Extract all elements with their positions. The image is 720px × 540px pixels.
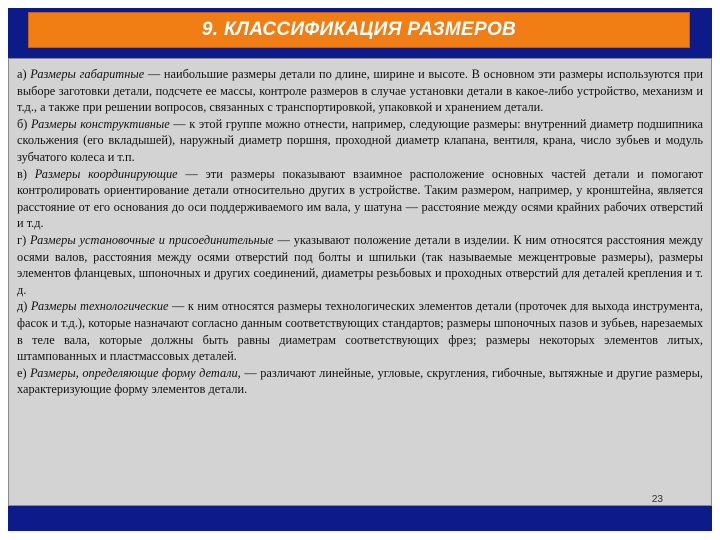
page-number: 23 [651,494,663,505]
paragraph-term: Размеры координирующие [34,166,178,181]
footer-band [8,506,712,531]
paragraph-prefix: г) [17,232,31,247]
paragraph-e [17,365,703,398]
paragraph-body: — различают линейные, угловые, скругления, гибочные, вытяжные и другие размеры, характеризующие форму элементов детали. [17,365,703,397]
paragraph-b [17,116,703,166]
paragraph-g [17,232,703,298]
page-title: 9. КЛАССИФИКАЦИЯ РАЗМЕРОВ [201,19,517,40]
title-banner [28,12,690,48]
paragraph-term: Размеры установочные и присоединительные [30,232,274,247]
paragraph-term: Размеры технологические [30,299,169,314]
paragraph-prefix: в) [17,166,35,181]
paragraph-v [17,166,703,232]
paragraph-prefix: д) [17,299,31,314]
paragraph-body: — указывают положение детали в изделии. К ним относятся расстояния между осями валов, расстояния между осями отверстий под болты и шпильки (так называемые межцентровые размеры), размеры элементов фланцевых, шпоночных и других соединений, диаметры резьбовых и проходных отверстий для деталей крепления и т. д. [17,232,704,297]
paragraph-body: — наибольшие размеры детали по длине, ширине и высоте. В основном эти размеры используются при выборе заготовки детали, подсчете ее массы, контроле размеров в случае установки детали в какое-либо устройство, механизм и т.д., а также при решении вопросов, связанных с транспортировкой, упаковкой и хранением детали. [17,67,703,115]
paragraph-term: Размеры конструктивные [31,116,170,131]
paragraph-prefix: б) [17,116,31,131]
paragraph-term: Размеры, определяющие форму детали, [30,365,241,380]
paragraph-a [17,66,703,116]
content-panel [8,58,712,506]
paragraph-body: — к этой группе можно отнести, например, следующие размеры: внутренний диаметр подшипника скольжения (его вкладышей), наружный диаметр поршня, проходной диаметр клапана, вентиля, крана, число зубьев и модуль зубчатого колеса и т.п. [17,116,703,164]
paragraph-prefix: а) [17,67,31,81]
paragraph-prefix: е) [17,365,31,380]
paragraph-body: — эти размеры показывают взаимное расположение основных частей детали и помогают контролировать ориентирование детали относительно других в устройстве. Таким размером, например, у кронштейна, является расстояние от его основания до оси поддерживаемого им вала, у шатуна — расстояние между осями крайних рабочих отверстий и т.д. [17,166,703,231]
paragraph-d [17,298,703,364]
paragraph-term: Размеры габаритные [30,67,145,81]
paragraph-body: — к ним относятся размеры технологических элементов детали (проточек для выхода инструмента, фасок и т.д.), которые назначают согласно данным соответствующих стандартов; размеры шпоночных пазов и зубьев, нарезаемых в теле вала, которые должны быть равны диаметрам соответствующих фрез; размеры некоторых элементов литых, штампованных и пластмассовых деталей. [17,299,703,364]
